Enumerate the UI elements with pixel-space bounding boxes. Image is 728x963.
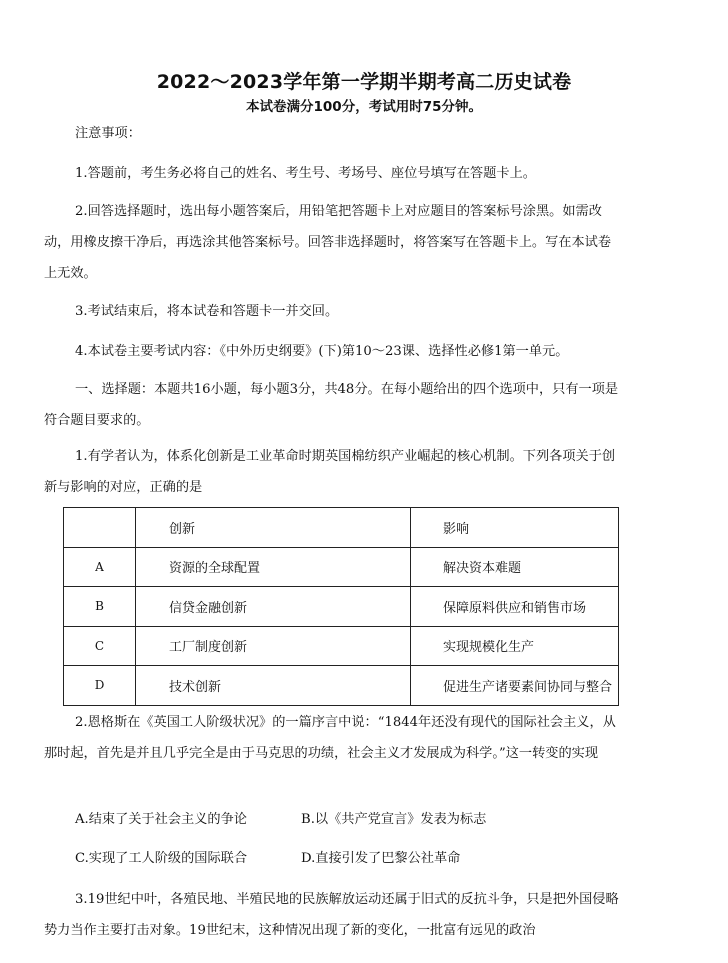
innovation-cell: 信贷金融创新 xyxy=(136,587,411,627)
question-3-stem: 3.19世纪中叶，各殖民地、半殖民地的民族解放运动还属于旧式的反抗斗争，只是把外国侵略势力当作主要打击对象。19世纪末，这种情况出现了新的变化，一批富有远见的政治 xyxy=(44,892,619,938)
innovation-cell: 工厂制度创新 xyxy=(136,626,411,666)
table-row xyxy=(64,666,619,706)
table-row xyxy=(64,626,619,666)
option-letter: B xyxy=(64,587,136,627)
table-header-cell: 创新 xyxy=(136,508,411,548)
question-1-table xyxy=(63,507,619,706)
option-letter: C xyxy=(64,626,136,666)
option-letter: A xyxy=(64,547,136,587)
table-header-cell: 影响 xyxy=(411,508,619,548)
table-row xyxy=(64,587,619,627)
exam-title: 2022～2023学年第一学期半期考高二历史试卷 xyxy=(156,71,572,93)
impact-cell: 解决资本难题 xyxy=(411,547,619,587)
exam-subtitle: 本试卷满分100分，考试用时75分钟。 xyxy=(246,99,482,115)
impact-cell: 促进生产诸要素间协同与整合 xyxy=(411,666,619,706)
note-item-3: 3.考试结束后，将本试卷和答题卡一并交回。 xyxy=(75,304,339,319)
notes-heading: 注意事项： xyxy=(75,126,141,141)
option-b: B.以《共产党宣言》发表为标志 xyxy=(301,812,487,827)
innovation-cell: 资源的全球配置 xyxy=(136,547,411,587)
option-d: D.直接引发了巴黎公社革命 xyxy=(301,851,461,866)
note-item-4: 4.本试卷主要考试内容：《中外历史纲要》(下)第10～23课、选择性必修1第一单元。 xyxy=(75,344,569,359)
table-header-row xyxy=(64,508,619,548)
option-letter: D xyxy=(64,666,136,706)
question-2-stem: 2.恩格斯在《英国工人阶级状况》的一篇序言中说：“1844年还没有现代的国际社会主义，从那时起，首先是并且几乎完全是由于马克思的功绩，社会主义才发展成为科学。”这一转变的实现 xyxy=(44,715,616,761)
innovation-cell: 技术创新 xyxy=(136,666,411,706)
impact-cell: 保障原料供应和销售市场 xyxy=(411,587,619,627)
impact-cell: 实现规模化生产 xyxy=(411,626,619,666)
table-header-cell xyxy=(64,508,136,548)
section-instruction: 一、选择题：本题共16小题，每小题3分，共48分。在每小题给出的四个选项中，只有一项是符合题目要求的。 xyxy=(44,382,619,428)
option-c: C.实现了工人阶级的国际联合 xyxy=(75,851,248,866)
question-1-stem: 1.有学者认为，体系化创新是工业革命时期英国棉纺织产业崛起的核心机制。下列各项关于创新与影响的对应，正确的是 xyxy=(44,449,616,495)
note-item-2: 2.回答选择题时，选出每小题答案后，用铅笔把答题卡上对应题目的答案标号涂黑。如需改动，用橡皮擦干净后，再选涂其他答案标号。回答非选择题时，将答案写在答题卡上。写在本试卷上无效。 xyxy=(44,204,612,281)
option-a: A.结束了关于社会主义的争论 xyxy=(75,812,247,827)
note-item-1: 1.答题前，考生务必将自己的姓名、考生号、考场号、座位号填写在答题卡上。 xyxy=(75,166,536,181)
table-row xyxy=(64,547,619,587)
